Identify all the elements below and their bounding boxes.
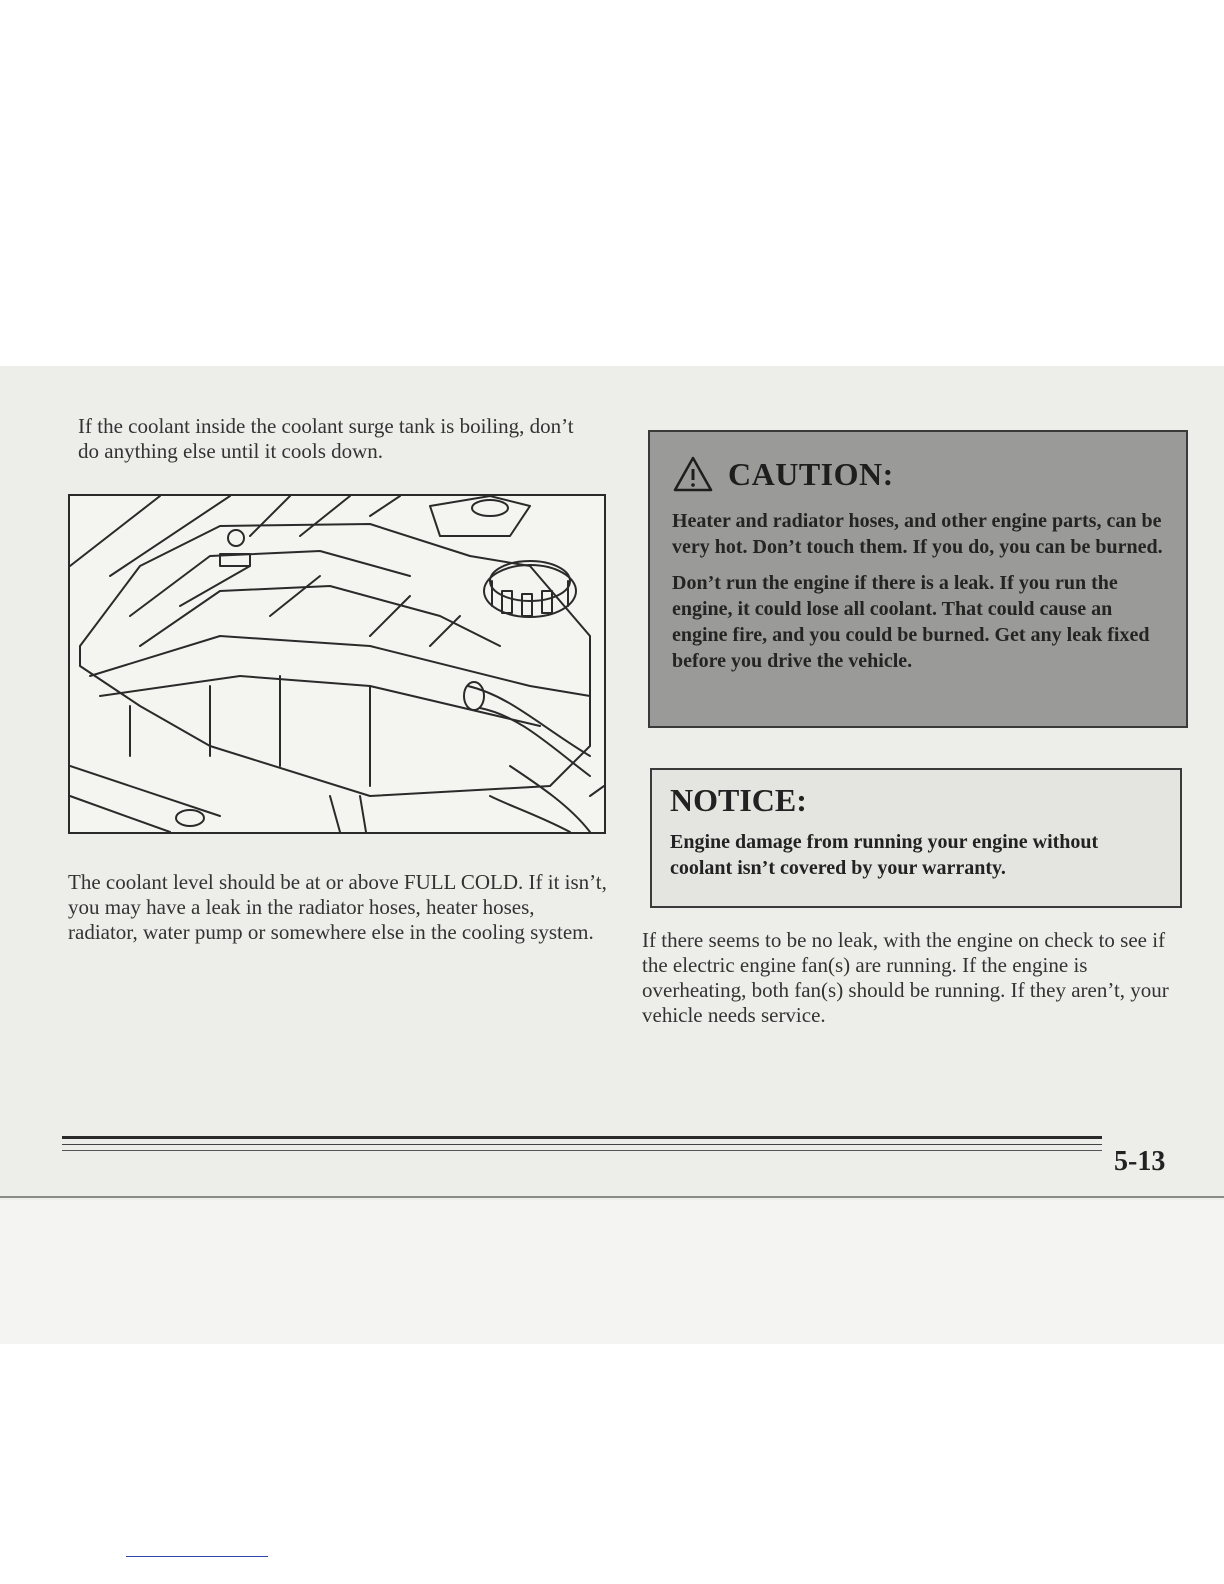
footer-rule: [62, 1136, 1102, 1139]
scan-edge-line: [0, 1196, 1224, 1198]
footer-rule-thin: [62, 1144, 1102, 1145]
caution-paragraph-leak: Don’t run the engine if there is a leak. If you run the engine, it could lose all coolant. That could cause an engine fire, and you could be burned. Get any leak fixed before you drive the vehicle.: [672, 572, 1150, 672]
warning-triangle-icon: [672, 455, 714, 493]
intro-paragraph: If the coolant inside the coolant surge tank is boiling, don’t do anything else until it cools down.: [78, 414, 574, 463]
footer-rule-thin: [62, 1150, 1102, 1151]
notice-box: [650, 768, 1182, 908]
page-number: 5-13: [1114, 1146, 1166, 1177]
caution-box: [648, 430, 1188, 728]
caution-paragraph-hot-hoses: Heater and radiator hoses, and other engine parts, can be very hot. Don’t touch them. If you do, you can be burned.: [672, 510, 1163, 558]
footer-link-underline: [126, 1556, 268, 1557]
scan-margin: [0, 1200, 1224, 1344]
coolant-surge-tank-illustration: [68, 494, 606, 834]
notice-title: NOTICE:: [670, 782, 807, 818]
no-leak-paragraph: If there seems to be no leak, with the engine on check to see if the electric engine fan(s) are running. If the engine is overheating, both fan(s) should be running. If they aren’t, your vehicle needs service.: [642, 928, 1169, 1027]
caution-title: CAUTION:: [728, 455, 894, 492]
coolant-level-paragraph: The coolant level should be at or above FULL COLD. If it isn’t, you may have a leak in the radiator hoses, heater hoses, radiator, water pump or somewhere else in the cooling system.: [68, 870, 607, 944]
notice-text: Engine damage from running your engine without coolant isn’t covered by your warranty.: [670, 831, 1099, 879]
